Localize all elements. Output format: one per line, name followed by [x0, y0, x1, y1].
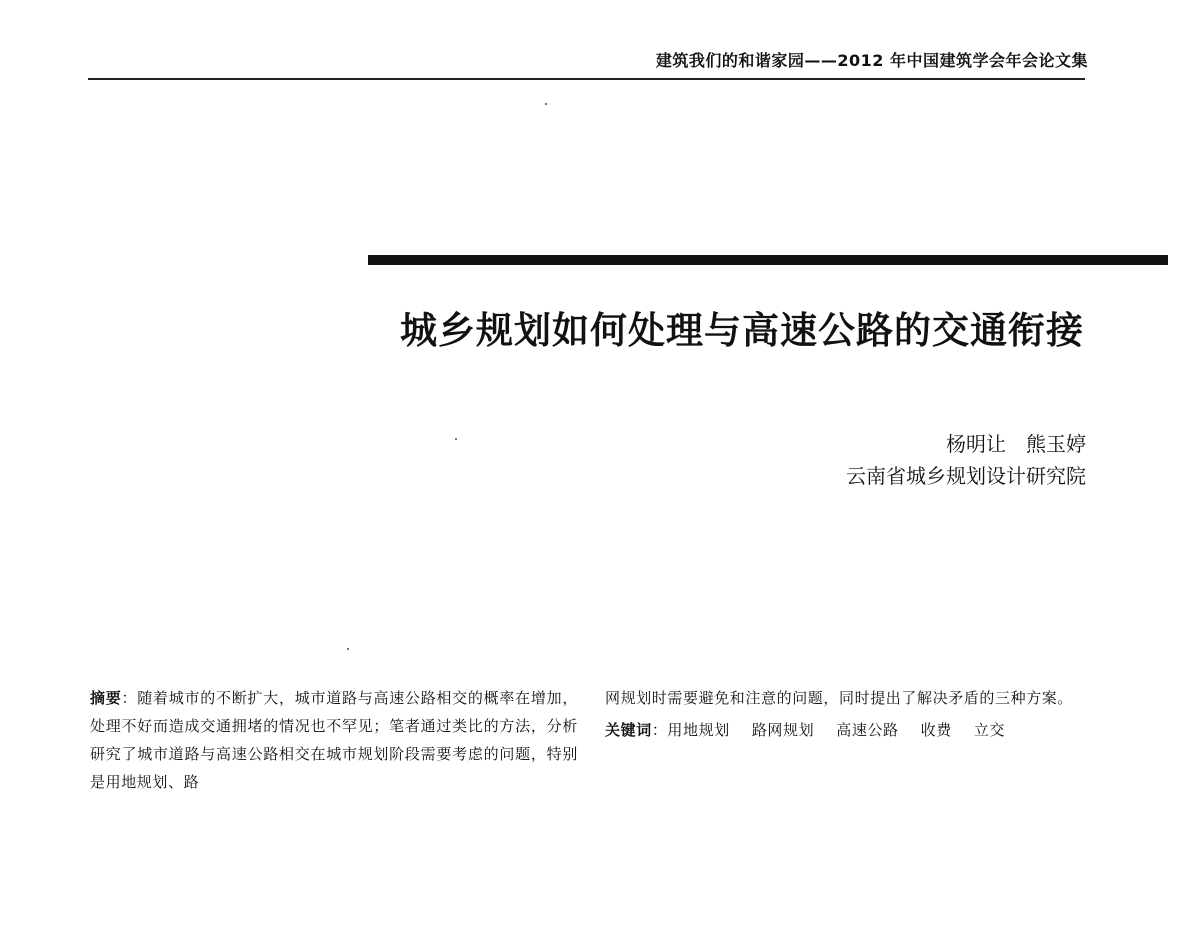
abstract-label: 摘要	[90, 689, 122, 707]
abstract-column-right	[605, 684, 1087, 744]
header-rule	[88, 78, 1085, 80]
keyword-item: 路网规划	[751, 721, 815, 739]
keywords-line	[605, 716, 1087, 744]
keyword-item: 高速公路	[836, 721, 899, 739]
abstract-text-part1: 随着城市的不断扩大，城市道路与高速公路相交的概率在增加，处理不好而造成交通拥堵的情况也不罕见；笔者通过类比的方法，分析研究了城市道路与高速公路相交在城市规划阶段需要考虑的问题，特别是用地规划、路	[90, 689, 578, 791]
keywords-label: 关键词	[605, 721, 652, 739]
running-header: 建筑我们的和谐家园——2012 年中国建筑学会年会论文集	[655, 51, 1088, 70]
author-list: 杨明让 熊玉婷	[946, 432, 1086, 456]
abstract-separator: ：	[121, 689, 138, 707]
abstract-column-left	[90, 684, 578, 796]
affiliation: 云南省城乡规划设计研究院	[846, 464, 1086, 488]
keyword-item: 用地规划	[667, 721, 730, 739]
scan-speck	[455, 438, 457, 440]
scan-speck	[545, 103, 547, 105]
abstract-text-part2: 网规划时需要避免和注意的问题，同时提出了解决矛盾的三种方案。	[605, 689, 1074, 707]
scan-speck	[347, 648, 349, 650]
keywords-separator: ：	[651, 721, 668, 739]
keyword-item: 立交	[973, 721, 1006, 739]
keyword-item: 收费	[920, 721, 952, 739]
paper-title: 城乡规划如何处理与高速公路的交通衔接	[400, 309, 1084, 352]
title-bar	[368, 255, 1168, 265]
